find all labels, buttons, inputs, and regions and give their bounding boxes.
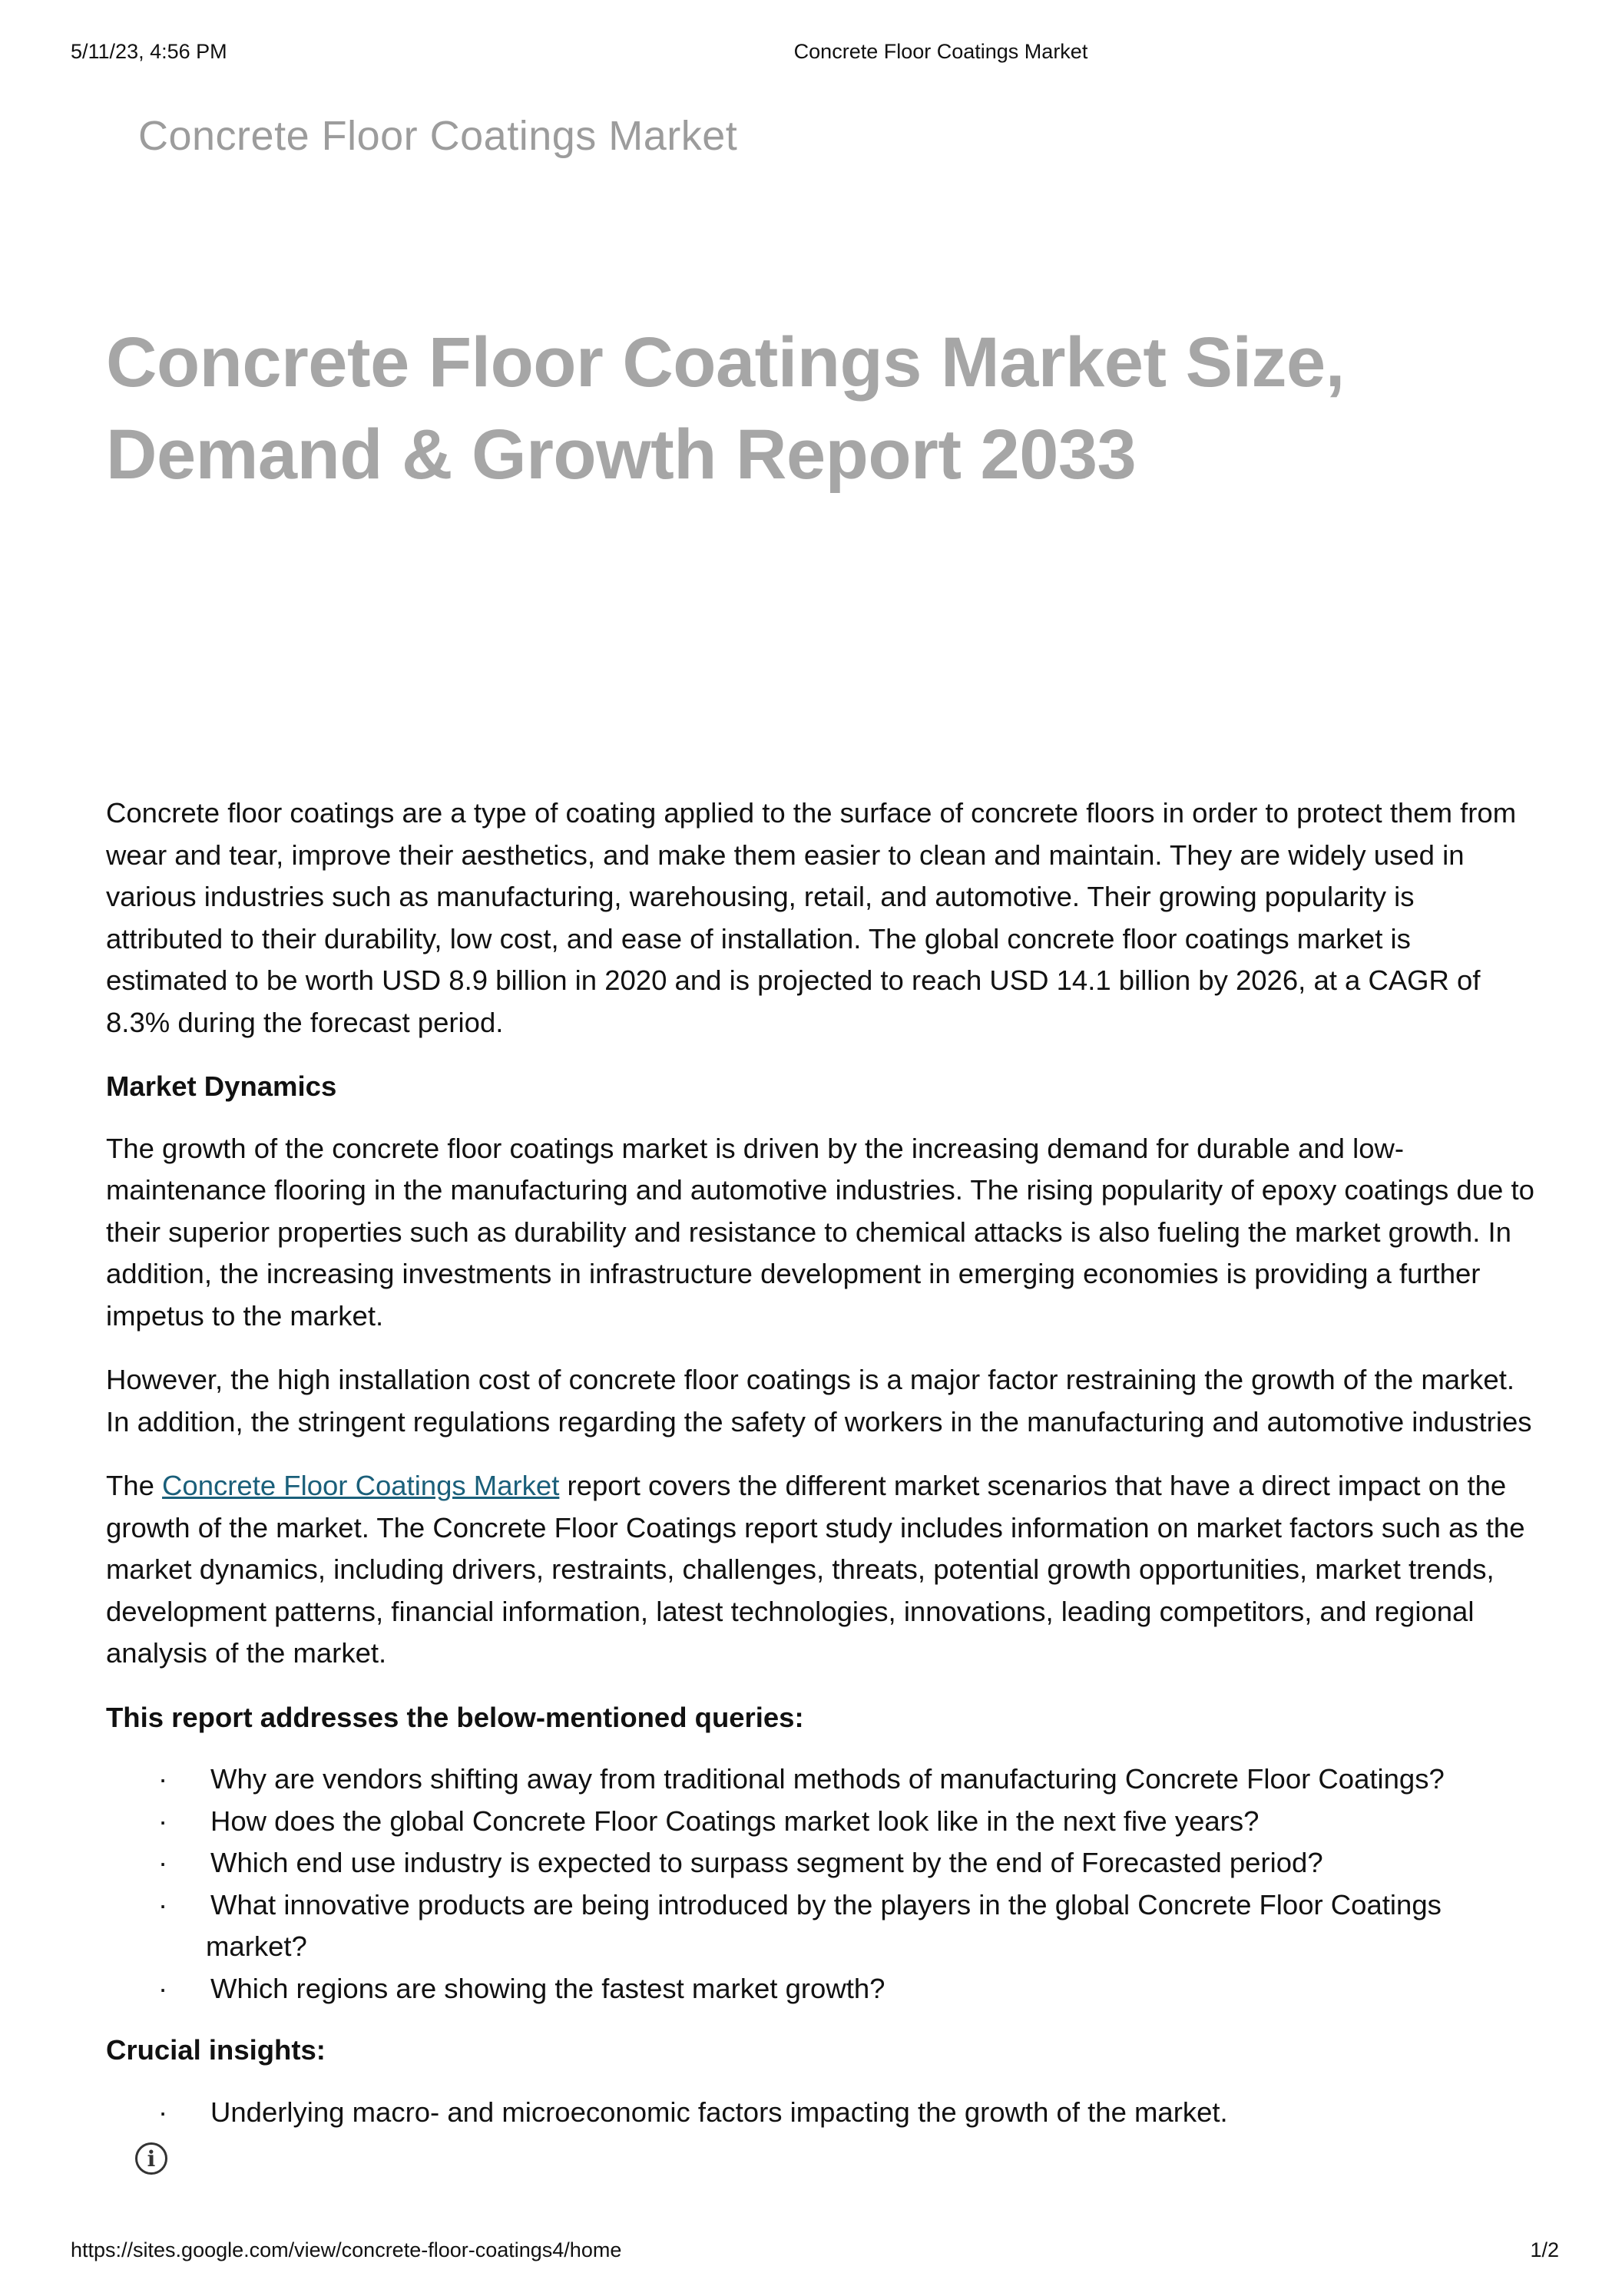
print-datetime: 5/11/23, 4:56 PM [71, 40, 227, 63]
bullet-icon: · [158, 1763, 168, 1795]
article-body [106, 792, 1534, 2153]
report-suffix: report covers the different market scenarios that have a direct impact on the growth of the market. The Concrete Floor Coatings report study includes information on market factors such as the market dynamics, including drivers, restraints, challenges, threats, potential growth opportunities, market trends, development patterns, financial information, latest technologies, innovations, leading competitors, and regional analysis of the market. [106, 1470, 1525, 1669]
dynamics-paragraph-1: The growth of the concrete floor coatings market is driven by the increasing demand for durable and low-maintenance flooring in the manufacturing and automotive industries. The rising popularity of epoxy coatings due to their superior properties such as durability and resistance to chemical attacks is also fueling the market growth. In addition, the increasing investments in infrastructure development in emerging economies is providing a further impetus to the market. [106, 1132, 1534, 1332]
queries-heading: This report addresses the below-mentioned queries: [106, 1701, 804, 1733]
list-item: · Which end use industry is expected to surpass segment by the end of Forecasted period? [158, 1842, 1534, 1884]
bullet-icon: · [158, 2096, 168, 2128]
dynamics-paragraph-2: However, the high installation cost of concrete floor coatings is a major factor restraining the growth of the market. In addition, the stringent regulations regarding the safety of workers in the manufacturing and automotive industries [106, 1364, 1532, 1437]
intro-paragraph: Concrete floor coatings are a type of coating applied to the surface of concrete floors in order to protect them from wear and tear, improve their aesthetics, and make them easier to clean and maintain. They are widely used in various industries such as manufacturing, warehousing, retail, and automotive. Their growing popularity is attributed to their durability, low cost, and ease of installation. The global concrete floor coatings market is estimated to be worth USD 8.9 billion in 2020 and is projected to reach USD 14.1 billion by 2026, at a CAGR of 8.3% during the forecast period. [106, 797, 1517, 1038]
list-item: · How does the global Concrete Floor Coatings market look like in the next five years? [158, 1801, 1534, 1843]
queries-list [106, 1758, 1534, 2010]
list-item: · Which regions are showing the fastest market growth? [158, 1968, 1534, 2010]
insights-heading: Crucial insights: [106, 2034, 326, 2066]
bullet-icon: · [158, 1972, 168, 2004]
page-number: 1/2 [1530, 2238, 1559, 2261]
report-paragraph [106, 1465, 1534, 1675]
bullet-icon: · [158, 1847, 168, 1878]
print-header [0, 40, 1622, 71]
page-title: Concrete Floor Coatings Market Size, Demand & Growth Report 2033 [106, 323, 1345, 494]
list-item: · Why are vendors shifting away from traditional methods of manufacturing Concrete Floor Coatings? [158, 1758, 1534, 1801]
page-url: https://sites.google.com/view/concrete-floor-coatings4/home [71, 2238, 622, 2261]
market-dynamics-heading: Market Dynamics [106, 1070, 337, 1102]
bullet-icon: · [158, 1888, 168, 1921]
print-page-title: Concrete Floor Coatings Market [793, 40, 1088, 63]
bullet-icon: · [158, 1805, 168, 1837]
site-title-link[interactable]: Concrete Floor Coatings Market [138, 113, 738, 159]
report-prefix: The [106, 1470, 163, 1501]
list-item: · What innovative products are being introduced by the players in the global Concrete Floor Coatings market? [158, 1884, 1534, 1968]
list-item: · Underlying macro- and microeconomic factors impacting the growth of the market. [158, 2092, 1534, 2134]
market-report-link[interactable]: Concrete Floor Coatings Market [162, 1470, 560, 1501]
insights-list [106, 2092, 1534, 2134]
print-footer [0, 2238, 1622, 2269]
info-icon[interactable]: i [135, 2142, 167, 2175]
